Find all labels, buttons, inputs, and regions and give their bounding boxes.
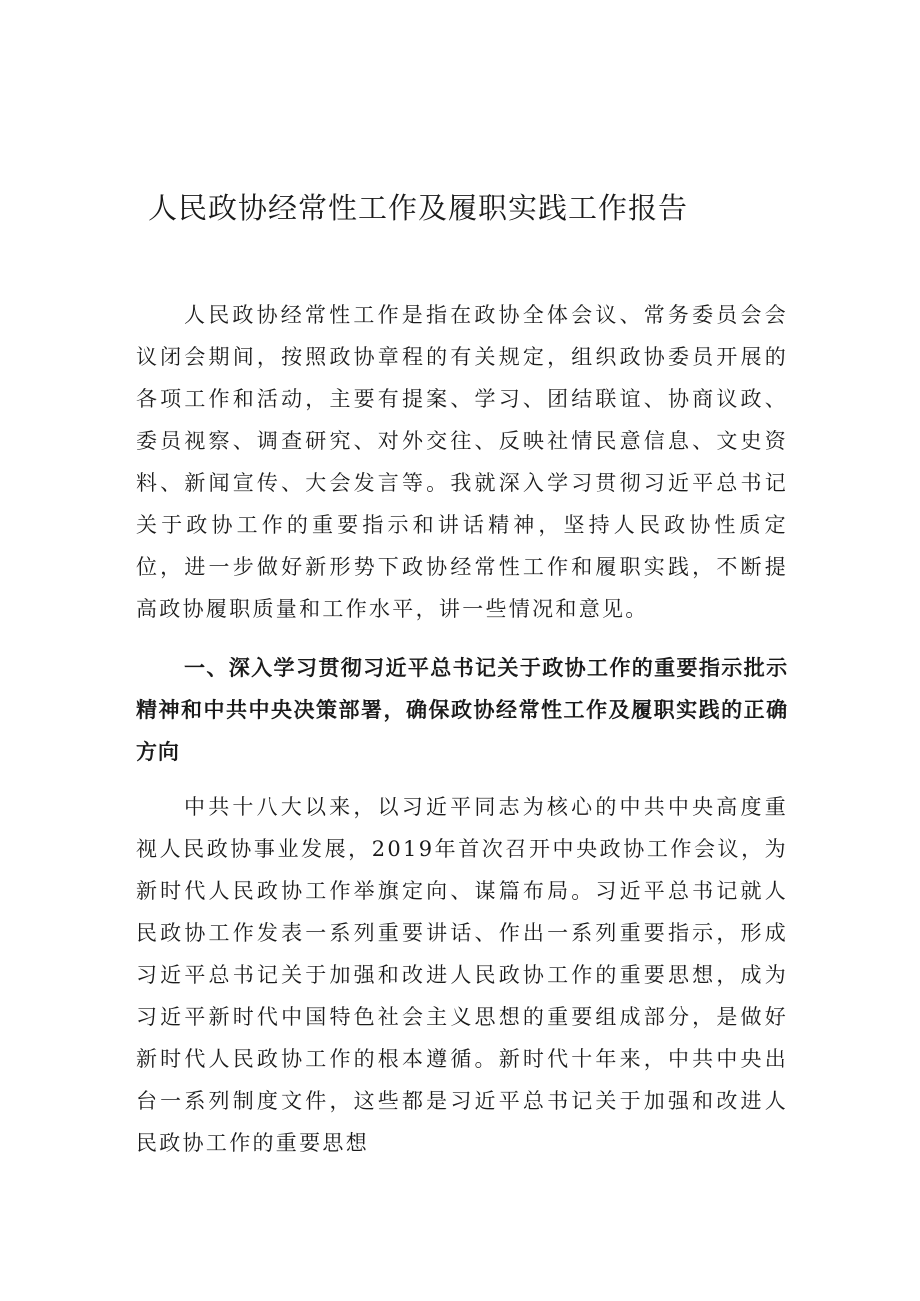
- section-heading: 一、深入学习贯彻习近平总书记关于政协工作的重要指示批示精神和中共中央决策部署，确保政协经常性工作及履职实践的正确方向: [136, 656, 788, 764]
- intro-paragraph: 人民政协经常性工作是指在政协全体会议、常务委员会会议闭会期间，按照政协章程的有关规定，组织政协委员开展的各项工作和活动，主要有提案、学习、团结联谊、协商议政、委员视察、调查研究、对外交往、反映社情民意信息、文史资料、新闻宣传、大会发言等。我就深入学习贯彻习近平总书记关于政协工作的重要指示和讲话精神，坚持人民政协性质定位，进一步做好新形势下政协经常性工作和履职实践，不断提高政协履职质量和工作水平，讲一些情况和意见。: [136, 303, 788, 621]
- section-paragraph: 中共十八大以来，以习近平同志为核心的中共中央高度重视人民政协事业发展，2019年首次召开中央政协工作会议，为新时代人民政协工作举旗定向、谋篇布局。习近平总书记就人民政协工作发表一系列重要讲话、作出一系列重要指示，形成习近平总书记关于加强和改进人民政协工作的重要思想，成为习近平新时代中国特色社会主义思想的重要组成部分，是做好新时代人民政协工作的根本遵循。新时代十年来，中共中央出台一系列制度文件，这些都是习近平总书记关于加强和改进人民政协工作的重要思想: [136, 795, 788, 1155]
- document-title: 人民政协经常性工作及履职实践工作报告: [148, 191, 689, 225]
